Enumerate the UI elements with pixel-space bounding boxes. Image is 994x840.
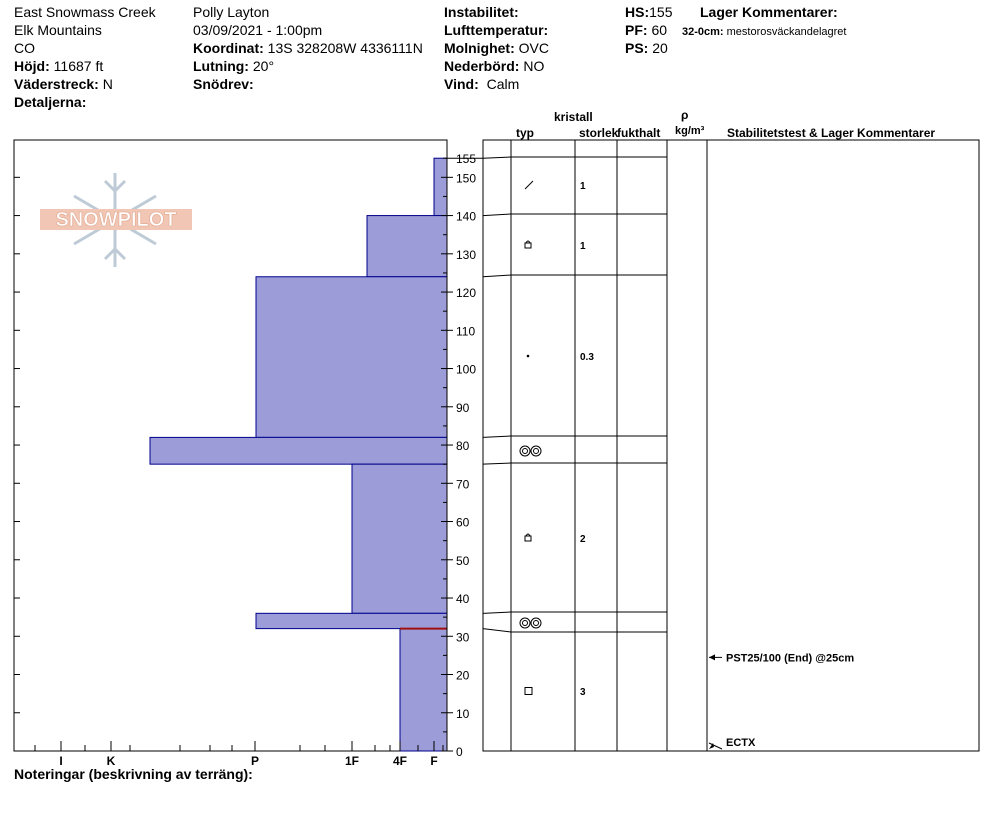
logo-text: SNOWPILOT [55,209,177,231]
hardness-tick-label: 4F [392,754,408,768]
new-snow-icon [525,181,533,189]
depth-tick-label: 40 [456,592,470,607]
grain-type-icon [520,446,541,456]
column-headers [516,108,935,140]
melt-freeze-icon [520,446,530,456]
hardness-layer-bar [256,277,447,438]
left-ticks [14,177,20,751]
grain-size-label: 1 [580,241,586,252]
sky-label: Molnighet: [444,40,515,56]
depth-tick-label: 140 [456,209,477,224]
depth-tick-label: 0 [456,745,463,759]
hardness-tick-label: P [250,754,260,768]
faceted-icon [525,688,532,695]
hs-value: 155 [649,4,673,20]
hardness-layer-bar [352,464,447,613]
melt-freeze-icon [531,446,541,456]
observer: Polly Layton [193,4,270,20]
elevation-label: Höjd: [14,58,50,74]
depth-tick-label: 130 [456,247,477,262]
precip-label: Nederbörd: [444,58,520,74]
layer-table-rows [511,157,667,698]
hardness-tick-label: I [59,754,63,768]
header-type: typ [516,126,534,140]
location: East Snowmass Creek [14,4,156,20]
depth-connector [483,629,511,632]
grain-type-icon [525,241,531,248]
hardness-tick-label: 1F [344,754,360,768]
drift-label: Snödrev: [193,76,254,92]
grain-size-label: 3 [580,687,586,698]
melt-freeze-icon-inner [523,449,528,454]
grain-type-icon [525,534,531,541]
aspect-value: N [102,76,113,92]
depth-tick-label: 120 [456,286,477,301]
precip-value: NO [523,58,545,74]
header-crystal: kristall [554,110,593,124]
depth-connector [483,275,511,277]
ps-label: PS: [625,40,649,56]
grain-type-icon [527,355,530,358]
hardness-layer-bar [400,629,447,751]
hardness-layer-bar [367,216,447,277]
melt-freeze-icon-inner [534,449,539,454]
depth-tick-label: 60 [456,515,470,530]
melt-freeze-icon [531,618,541,628]
depth-tick-label: 70 [456,477,470,492]
layer-comments-label: Lager Kommentarer: [700,4,838,20]
grain-type-icon [520,618,541,628]
rounding-facet-icon [525,243,531,248]
grain-size-label: 0.3 [580,352,594,363]
depth-tick-label: 90 [456,400,470,415]
details-label: Detaljerna: [14,94,87,110]
hardness-layers [150,158,447,751]
coord-label: Koordinat: [193,40,264,56]
depth-connector [483,463,511,464]
coord-value: 13S 328208W 4336111N [267,40,423,56]
hardness-tick-label: F [430,754,438,768]
layer-comment-text: mestorosväckandelagret [726,26,847,38]
stability-test-label: PST25/100 (End) @25cm [726,652,855,665]
depth-tick-label: 150 [456,171,477,186]
stability-tests [709,652,854,749]
hardness-layer-bar [256,613,447,628]
depth-connector [483,214,511,216]
header-size: storlek [579,126,619,140]
hardness-axis [35,741,443,768]
wind-value: Calm [486,76,520,92]
depth-tick-label: 100 [456,362,477,377]
aspect-label: Väderstreck: [14,76,99,92]
depth-connector [483,436,511,437]
grain-size-label: 2 [580,534,586,545]
rounding-facet-icon [525,536,531,541]
rounded-grain-icon [527,355,530,358]
terrain-notes-label: Noteringar (beskrivning av terräng): [14,766,253,782]
instability-label: Instabilitet: [444,4,519,20]
slope-value: 20° [252,58,275,74]
depth-connector [483,157,511,158]
melt-freeze-icon-inner [534,621,539,626]
depth-connectors [483,157,511,632]
hs-label: HS: [625,4,650,20]
pf-label: PF: [625,22,648,38]
hardness-layer-bar [434,158,447,215]
depth-tick-label: 155 [456,152,477,167]
header-rho: ρ [681,108,689,122]
ps-value: 20 [652,40,668,56]
depth-tick-label: 20 [456,668,470,683]
depth-tick-label: 10 [456,706,470,721]
mountain-range: Elk Mountains [14,22,102,38]
depth-tick-label: 110 [456,324,476,339]
hardness-tick-label: K [106,754,116,768]
hardness-layer-bar [150,437,447,464]
grain-type-icon [525,688,532,695]
state: CO [14,40,35,56]
header-stability: Stabilitetstest & Lager Kommentarer [727,126,936,140]
wind-label: Vind: [444,76,479,92]
test-arrow-head [709,654,715,660]
depth-tick-label: 30 [456,630,470,645]
sky-value: OVC [518,40,549,56]
header-moisture: fukthalt [617,126,661,140]
stability-test-label: ECTX [726,737,756,749]
pf-value: 60 [651,22,668,38]
slope-label: Lutning: [193,58,249,74]
layer-comment-range: 32-0cm: [682,26,724,38]
grain-size-label: 1 [580,181,586,192]
melt-freeze-icon-inner [523,621,528,626]
header-density-unit: kg/m³ [675,125,705,137]
airtemp-label: Lufttemperatur: [444,22,549,38]
depth-tick-label: 80 [456,439,470,454]
grain-type-icon [525,181,533,189]
datetime: 03/09/2021 - 1:00pm [193,22,323,38]
elevation-value: 11687 ft [53,58,104,74]
depth-connector [483,612,511,613]
melt-freeze-icon [520,618,530,628]
depth-tick-label: 50 [456,553,470,568]
snowpilot-logo [40,173,192,267]
